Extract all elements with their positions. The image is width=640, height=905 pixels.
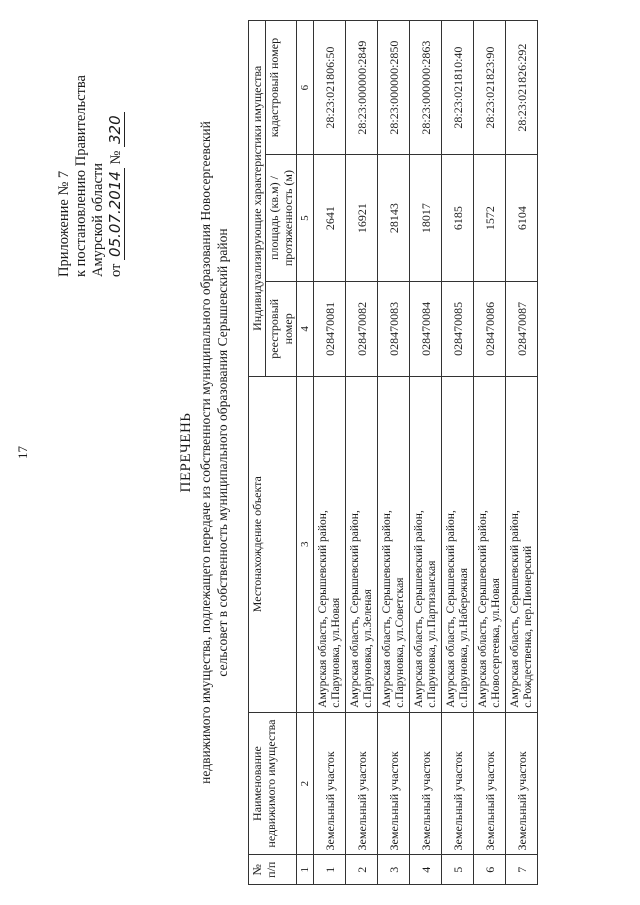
- row-location: [378, 376, 410, 712]
- appendix-block: [56, 7, 125, 277]
- row-reg-number: 028470084: [410, 281, 442, 376]
- appendix-date: 05.07.2014: [106, 168, 125, 260]
- row-area: 18017: [410, 155, 442, 282]
- row-number: 7: [506, 855, 538, 885]
- row-area: 2641: [314, 155, 346, 282]
- row-name: Земельный участок: [474, 712, 506, 855]
- row-location-line-1: Амурская область, Серышевский район,: [476, 510, 489, 708]
- header-location: Местонахождение объекта: [249, 376, 297, 712]
- appendix-line-1: Приложение № 7: [56, 170, 72, 277]
- row-location-line-1: Амурская область, Серышевский район,: [412, 510, 425, 708]
- row-location-line-2: с.Паруновка, ул.Новая: [329, 597, 342, 708]
- row-area: 6104: [506, 155, 538, 282]
- row-reg-number: 028470083: [378, 281, 410, 376]
- row-location: [506, 376, 538, 712]
- document-title: ПЕРЕЧЕНЬ: [178, 412, 194, 493]
- row-location-line-1: Амурская область, Серышевский район,: [444, 510, 457, 708]
- col-number: 6: [297, 21, 314, 155]
- row-location-line-1: Амурская область, Серышевский район,: [380, 510, 393, 708]
- table-row: [314, 21, 346, 885]
- appendix-line-date: [107, 7, 125, 277]
- row-name: Земельный участок: [442, 712, 474, 855]
- row-reg-number: 028470087: [506, 281, 538, 376]
- table-row: [346, 21, 378, 885]
- row-location-line-2: с.Паруновка, ул.Набережная: [457, 567, 470, 708]
- row-name: Земельный участок: [410, 712, 442, 855]
- header-reg-number: реестровый номер: [266, 281, 297, 376]
- row-cadastral: 28:23:021826:292: [506, 21, 538, 155]
- row-location-line-2: с.Новосергеевка, ул.Новая: [489, 578, 502, 708]
- row-number: 3: [378, 855, 410, 885]
- row-cadastral: 28:23:021806:50: [314, 21, 346, 155]
- title-line-2: сельсовет в собственность муниципального образования Серышевский район: [215, 228, 230, 677]
- row-location-line-1: Амурская область, Серышевский район,: [508, 510, 521, 708]
- row-reg-number: 028470081: [314, 281, 346, 376]
- row-area: 1572: [474, 155, 506, 282]
- row-name: Земельный участок: [378, 712, 410, 855]
- col-number: 5: [297, 155, 314, 282]
- row-cadastral: 28:23:021823:90: [474, 21, 506, 155]
- row-number: 1: [314, 855, 346, 885]
- table-row: [378, 21, 410, 885]
- row-reg-number: 028470085: [442, 281, 474, 376]
- property-table: [248, 20, 538, 885]
- row-reg-number: 028470086: [474, 281, 506, 376]
- header-num: № п/п: [249, 855, 297, 885]
- appendix-from-label: от: [108, 263, 124, 277]
- row-location: [346, 376, 378, 712]
- appendix-no-label: №: [108, 150, 124, 165]
- page-number: 17: [15, 446, 30, 459]
- table-row: [506, 21, 538, 885]
- row-cadastral: 28:23:021810:40: [442, 21, 474, 155]
- col-number: 2: [297, 712, 314, 855]
- row-area: 6185: [442, 155, 474, 282]
- row-location: [442, 376, 474, 712]
- row-location: [474, 376, 506, 712]
- col-number: 4: [297, 281, 314, 376]
- row-location-line-2: с.Паруновка, ул.Партизанская: [425, 560, 438, 708]
- row-location-line-1: Амурская область, Серышевский район,: [316, 510, 329, 708]
- row-location-line-2: с.Рождественка, пер.Пионерский: [521, 545, 534, 708]
- appendix-line-3: Амурской области: [90, 163, 106, 277]
- header-name: Наименование недвижимого имущества: [249, 712, 297, 855]
- row-number: 6: [474, 855, 506, 885]
- row-name: Земельный участок: [346, 712, 378, 855]
- title-line-1: недвижимого имущества, подлежащего передаче из собственности муниципального образования Новосергеевский: [198, 121, 213, 784]
- row-name: Земельный участок: [506, 712, 538, 855]
- header-area: площадь (кв.м) / протяженность (м): [266, 155, 297, 282]
- header-cadastral: кадастровый номер: [266, 21, 297, 155]
- table-row: [474, 21, 506, 885]
- row-location-line-1: Амурская область, Серышевский район,: [348, 510, 361, 708]
- row-cadastral: 28:23:000000:2863: [410, 21, 442, 155]
- row-name: Земельный участок: [314, 712, 346, 855]
- row-location-line-2: с.Паруновка, ул.Зеленая: [361, 589, 374, 708]
- row-number: 4: [410, 855, 442, 885]
- header-characteristics: Индивидуализирующие характеристики имущества: [249, 21, 266, 377]
- row-location: [410, 376, 442, 712]
- row-location: [314, 376, 346, 712]
- row-cadastral: 28:23:000000:2849: [346, 21, 378, 155]
- row-location-line-2: с.Паруновка, ул.Советская: [393, 577, 406, 708]
- appendix-line-2: к постановлению Правительства: [73, 75, 89, 277]
- table-row: [410, 21, 442, 885]
- row-number: 5: [442, 855, 474, 885]
- appendix-number: 320: [106, 112, 125, 147]
- row-area: 16921: [346, 155, 378, 282]
- row-area: 28143: [378, 155, 410, 282]
- table-row: [442, 21, 474, 885]
- row-reg-number: 028470082: [346, 281, 378, 376]
- row-number: 2: [346, 855, 378, 885]
- col-number: 1: [297, 855, 314, 885]
- row-cadastral: 28:23:000000:2850: [378, 21, 410, 155]
- column-number-row: [297, 21, 314, 885]
- col-number: 3: [297, 376, 314, 712]
